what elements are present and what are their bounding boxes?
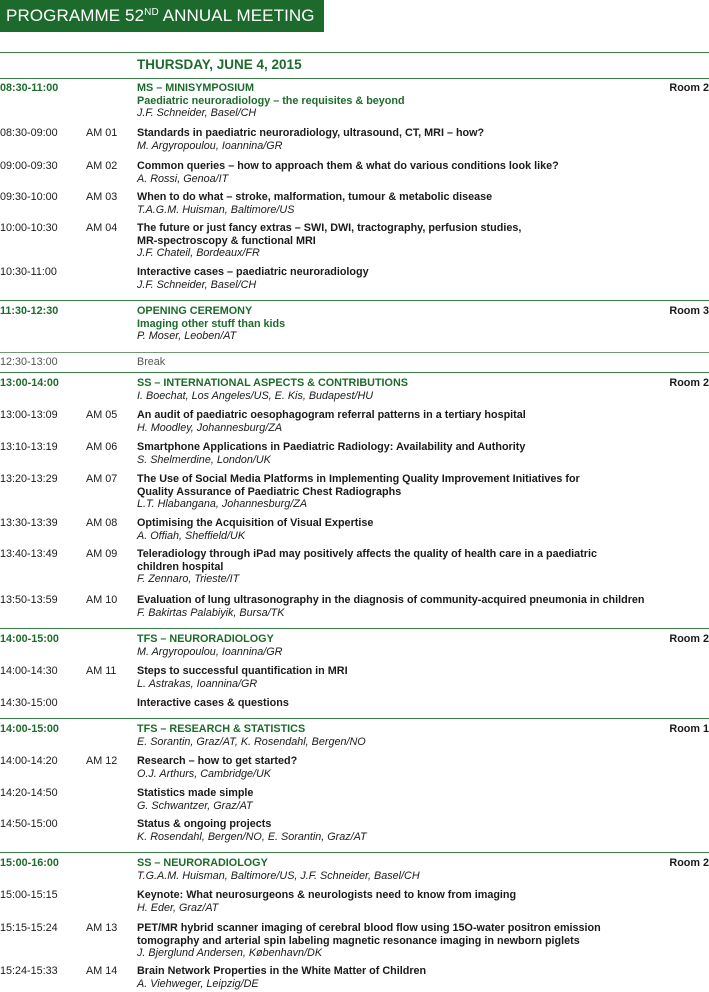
time-slot: 13:00-13:09 xyxy=(0,409,58,421)
speaker: I. Boechat, Los Angeles/US, E. Kis, Budapest/HU xyxy=(137,389,374,402)
talk-title: Brain Network Properties in the White Matter of Children xyxy=(137,965,427,977)
time-slot: 14:00-15:00 xyxy=(0,723,59,735)
abstract-code: AM 06 xyxy=(86,441,118,453)
room-label: Room 2 xyxy=(669,377,709,389)
time-slot: 15:00-16:00 xyxy=(0,857,59,869)
speaker: P. Moser, Leoben/AT xyxy=(137,330,237,342)
abstract-code: AM 11 xyxy=(86,665,117,677)
talk-title: Steps to successful quantification in MRI xyxy=(137,665,348,677)
session-title: SS – INTERNATIONAL ASPECTS & CONTRIBUTIONS xyxy=(137,377,408,389)
speaker: G. Schwantzer, Graz/AT xyxy=(137,799,253,812)
abstract-code: AM 03 xyxy=(86,191,118,203)
time-slot: 14:50-15:00 xyxy=(0,818,58,830)
talk-title: Smartphone Applications in Paediatric Radiology: Availability and Authority xyxy=(137,441,526,453)
talk-title: Status & ongoing projects xyxy=(137,818,272,830)
time-slot: 13:00-14:00 xyxy=(0,377,59,389)
speaker: O.J. Arthurs, Cambridge/UK xyxy=(137,767,272,780)
time-slot: 14:00-14:20 xyxy=(0,755,58,767)
talk-title: Interactive cases – paediatric neuroradiology xyxy=(137,266,369,278)
talk-title: Common queries – how to approach them & what do various conditions look like? xyxy=(137,160,559,172)
section-divider xyxy=(0,78,709,79)
speaker: T.A.G.M. Huisman, Baltimore/US xyxy=(137,203,295,216)
time-slot: 15:00-15:15 xyxy=(0,889,58,901)
time-slot: 14:30-15:00 xyxy=(0,697,58,709)
abstract-code: AM 09 xyxy=(86,548,118,560)
time-slot: 14:20-14:50 xyxy=(0,787,58,799)
time-slot: 14:00-15:00 xyxy=(0,633,59,645)
programme-banner: PROGRAMME 52ND ANNUAL MEETING xyxy=(0,0,324,32)
time-slot: 13:10-13:19 xyxy=(0,441,58,453)
talk-title: Quality Assurance of Paediatric Chest Radiographs xyxy=(137,485,402,498)
time-slot: 08:30-11:00 xyxy=(0,82,59,94)
time-slot: 10:30-11:00 xyxy=(0,266,57,278)
room-label: Room 2 xyxy=(669,857,709,869)
section-divider xyxy=(0,628,709,629)
talk-title: Evaluation of lung ultrasonography in the diagnosis of community-acquired pneumonia in children xyxy=(137,594,645,606)
time-slot: 13:20-13:29 xyxy=(0,473,58,485)
section-divider xyxy=(0,52,709,53)
abstract-code: AM 01 xyxy=(86,127,118,139)
speaker: A. Viehweger, Leipzig/DE xyxy=(137,977,259,990)
talk-title: Keynote: What neurosurgeons & neurologists need to know from imaging xyxy=(137,889,517,901)
abstract-code: AM 10 xyxy=(86,594,118,606)
talk-title: MR-spectroscopy & functional MRI xyxy=(137,234,316,247)
session-subtitle: Paediatric neuroradiology – the requisites & beyond xyxy=(137,94,405,107)
speaker: H. Eder, Graz/AT xyxy=(137,901,219,914)
time-slot: 14:00-14:30 xyxy=(0,665,58,677)
abstract-code: AM 07 xyxy=(86,473,118,485)
speaker: S. Shelmerdine, London/UK xyxy=(137,453,271,466)
time-slot: 10:00-10:30 xyxy=(0,222,58,234)
talk-title: Break xyxy=(137,356,166,368)
session-title: TFS – NEURORADIOLOGY xyxy=(137,633,274,645)
speaker: F. Bakirtas Palabiyik, Bursa/TK xyxy=(137,606,285,619)
talk-title: children hospital xyxy=(137,560,224,573)
speaker: A. Offiah, Sheffield/UK xyxy=(137,529,246,542)
speaker: J.F. Schneider, Basel/CH xyxy=(137,107,257,119)
time-slot: 13:30-13:39 xyxy=(0,517,58,529)
talk-title: The future or just fancy extras – SWI, DWI, tractography, perfusion studies, xyxy=(137,222,522,234)
time-slot: 15:24-15:33 xyxy=(0,965,58,977)
abstract-code: AM 14 xyxy=(86,965,118,977)
speaker: K. Rosendahl, Bergen/NO, E. Sorantin, Graz/AT xyxy=(137,830,367,843)
time-slot: 09:30-10:00 xyxy=(0,191,58,203)
room-label: Room 2 xyxy=(669,82,709,94)
talk-title: tomography and arterial spin labeling magnetic resonance imaging in newborn piglets xyxy=(137,934,580,947)
speaker: J.F. Chateil, Bordeaux/FR xyxy=(137,247,260,259)
section-divider xyxy=(0,718,709,719)
speaker: A. Rossi, Genoa/IT xyxy=(137,172,229,185)
section-divider xyxy=(0,300,709,301)
talk-title: Statistics made simple xyxy=(137,787,254,799)
day-heading: THURSDAY, JUNE 4, 2015 xyxy=(137,57,302,72)
abstract-code: AM 12 xyxy=(86,755,118,767)
section-divider xyxy=(0,852,709,853)
time-slot: 08:30-09:00 xyxy=(0,127,58,139)
talk-title: Interactive cases & questions xyxy=(137,697,289,709)
session-title: OPENING CEREMONY xyxy=(137,305,253,317)
section-divider xyxy=(0,352,709,353)
speaker: L.T. Hlabangana, Johannesburg/ZA xyxy=(137,498,308,510)
speaker: H. Moodley, Johannesburg/ZA xyxy=(137,421,283,434)
abstract-code: AM 02 xyxy=(86,160,118,172)
talk-title: Teleradiology through iPad may positively affects the quality of health care in a paediatric xyxy=(137,548,597,560)
talk-title: Research – how to get started? xyxy=(137,755,298,767)
speaker: M. Argyropoulou, Ioannina/GR xyxy=(137,645,283,658)
talk-title: Optimising the Acquisition of Visual Expertise xyxy=(137,517,374,529)
speaker: T.G.A.M. Huisman, Baltimore/US, J.F. Schneider, Basel/CH xyxy=(137,869,420,882)
speaker: F. Zennaro, Trieste/IT xyxy=(137,573,240,585)
time-slot: 11:30-12:30 xyxy=(0,305,59,317)
time-slot: 09:00-09:30 xyxy=(0,160,58,172)
abstract-code: AM 04 xyxy=(86,222,118,234)
abstract-code: AM 05 xyxy=(86,409,118,421)
speaker: M. Argyropoulou, Ioannina/GR xyxy=(137,139,283,152)
session-title: MS – MINISYMPOSIUM xyxy=(137,82,254,94)
speaker: J. Bjerglund Andersen, København/DK xyxy=(137,947,323,959)
speaker: J.F. Schneider, Basel/CH xyxy=(137,278,257,291)
time-slot: 13:40-13:49 xyxy=(0,548,58,560)
talk-title: Standards in paediatric neuroradiology, ultrasound, CT, MRI – how? xyxy=(137,127,485,139)
time-slot: 15:15-15:24 xyxy=(0,922,58,934)
abstract-code: AM 08 xyxy=(86,517,118,529)
room-label: Room 2 xyxy=(669,633,709,645)
session-subtitle: Imaging other stuff than kids xyxy=(137,317,286,330)
session-title: SS – NEURORADIOLOGY xyxy=(137,857,268,869)
speaker: E. Sorantin, Graz/AT, K. Rosendahl, Bergen/NO xyxy=(137,735,366,748)
talk-title: PET/MR hybrid scanner imaging of cerebral blood flow using 15O-water positron emission xyxy=(137,922,601,934)
room-label: Room 1 xyxy=(669,723,709,735)
abstract-code: AM 13 xyxy=(86,922,118,934)
time-slot: 12:30-13:00 xyxy=(0,356,58,368)
section-divider xyxy=(0,372,709,373)
time-slot: 13:50-13:59 xyxy=(0,594,58,606)
session-title: TFS – RESEARCH & STATISTICS xyxy=(137,723,306,735)
talk-title: The Use of Social Media Platforms in Implementing Quality Improvement Initiatives for xyxy=(137,473,580,485)
speaker: L. Astrakas, Ioannina/GR xyxy=(137,677,258,690)
talk-title: An audit of paediatric oesophagogram referral patterns in a tertiary hospital xyxy=(137,409,526,421)
talk-title: When to do what – stroke, malformation, tumour & metabolic disease xyxy=(137,191,493,203)
room-label: Room 3 xyxy=(669,305,709,317)
